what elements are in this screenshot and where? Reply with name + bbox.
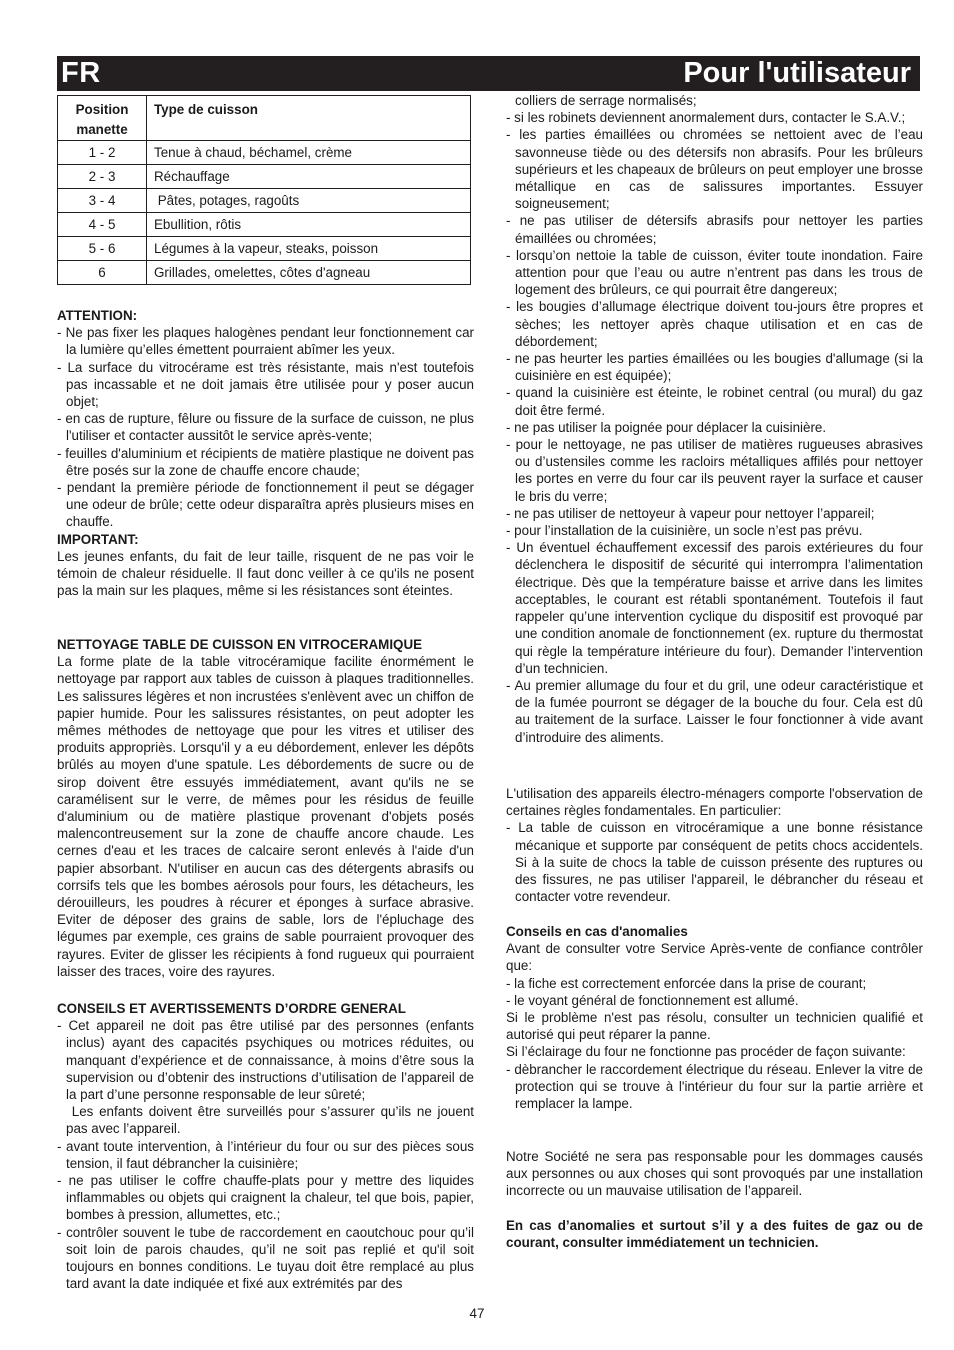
- final-warning: En cas d’anomalies et surtout s’il y a des fuites de gaz ou de courant, consulter immédiatement un technicien.: [506, 1218, 923, 1251]
- attention-item: - en cas de rupture, fêlure ou fissure de la surface de cuisson, ne plus l'utiliser et contacter aussitôt le service après-vente;: [57, 411, 474, 444]
- list-item: - si les robinets deviennent anormalement durs, contacter le S.A.V.;: [506, 110, 906, 126]
- nettoyage-section: [57, 636, 474, 980]
- page-number: 47: [469, 1306, 485, 1321]
- list-item: - pour le nettoyage, ne pas utiliser de matières rugueuses abrasives ou d’ustensiles comme les racloirs métalliques affilés pour nettoyer les portes en verre du four car ils peuvent rayer la surface et causer le bris du verre;: [506, 437, 923, 504]
- cell-position: 4 - 5: [58, 213, 147, 237]
- important-heading: IMPORTANT:: [57, 531, 139, 547]
- anomalies-text: Si l’éclairage du four ne fonctionne pas procéder de façon suivante:: [506, 1044, 906, 1060]
- utilisation-item: - La table de cuisson en vitrocéramique a une bonne résistance mécanique et supporte par conséquent de petits chocs accidentels. Si à la suite de chocs la table de cuisson présente des ruptures ou des fissures, ne pas utiliser l'appareil, le débrancher du réseau et contacter votre revendeur.: [506, 820, 923, 905]
- list-item: - pour l’installation de la cuisinière, un socle n’est pas prévu.: [506, 523, 863, 539]
- conseils-heading: CONSEILS ET AVERTISSEMENTS D’ORDRE GENERAL: [57, 1001, 406, 1016]
- anomalies-heading: Conseils en cas d'anomalies: [506, 924, 688, 939]
- attention-item: - feuilles d'aluminium et récipients de matière plastique ne doivent pas être posés sur la zone de chauffe encore chaude;: [57, 445, 474, 478]
- table-row: [58, 165, 471, 189]
- page-header: [57, 56, 920, 91]
- societe-text: Notre Société ne sera pas responsable pour les dommages causés aux personnes ou aux choses qui sont provoqués par une installation incorrecte ou un mauvaise utilisation de l’appareil.: [506, 1149, 923, 1199]
- list-item: - les parties émaillées ou chromées se nettoient avec de l’eau savonneuse tiède ou des détersifs non abrasifs. Pour les brûleurs supérieurs et les chapeaux de brûleurs on peut employer une brosse métallique en cas de salissures importantes. Essuyer soigneusement;: [506, 127, 923, 212]
- column-header-position: Position manette: [58, 96, 147, 141]
- cell-position: 2 - 3: [58, 165, 147, 189]
- anomalies-text: Avant de consulter votre Service Après-vente de confiance contrôler que:: [506, 941, 923, 974]
- page-title: Pour l'utilisateur: [683, 57, 911, 89]
- list-item: - ne pas utiliser de nettoyeur à vapeur pour nettoyer l’appareil;: [506, 505, 875, 521]
- cell-position: 3 - 4: [58, 189, 147, 213]
- list-item: - ne pas utiliser de détersifs abrasifs pour nettoyer les parties émaillées ou chromées;: [506, 213, 923, 246]
- conseils-section: [57, 1000, 478, 1292]
- list-item: - les bougies d’allumage électrique doivent tou-jours être propres et sèches; les nettoyer après chaque utilisation et en cas de débordement;: [506, 299, 923, 349]
- attention-item: - pendant la première période de fonctionnement il peut se dégager une odeur de brûle; cette odeur disparaîtra après plusieurs mises en chauffe.: [57, 480, 474, 530]
- table-row: [58, 189, 471, 213]
- table-row: [58, 261, 471, 285]
- list-item: - Au premier allumage du four et du gril, une odeur caractéristique et de la fumée pourront se dégager de la bouche du four. Cela est dû au traitement de la surface. Laisser le four fonctionner à vide avant d’introduire des aliments.: [506, 677, 923, 745]
- utilisation-text: L'utilisation des appareils électro-ménagers comporte l'observation de certaines règles fondamentales. En particulier:: [506, 786, 923, 819]
- anomalies-section: [506, 923, 923, 1112]
- cell-type: Pâtes, potages, ragoûts: [147, 189, 471, 213]
- conseils-item: - ne pas utiliser le coffre chauffe-plats pour y mettre des liquides inflammables ou objets qui craignent la chaleur, tel que bois, papier, bombes à pression, allumettes, etc.;: [57, 1173, 474, 1223]
- conseils-item: - contrôler souvent le tube de raccordement en caoutchouc pour qu’il soit loin de parois chaudes, qu’il ne soit pas replié et qu'il soit toujours en bonnes conditions. Le tuyau doit être remplacé au plus tard avant la date indiquée et fixé aux extrémités par des: [57, 1224, 474, 1292]
- cell-type: Tenue à chaud, béchamel, crème: [147, 141, 471, 165]
- list-item: - ne pas utiliser la poignée pour déplacer la cuisinière.: [506, 419, 827, 435]
- language-code: FR: [61, 57, 101, 89]
- cell-type: Ebullition, rôtis: [147, 213, 471, 237]
- cell-type: Réchauffage: [147, 165, 471, 189]
- table-header-row: [58, 96, 471, 141]
- nettoyage-heading: NETTOYAGE TABLE DE CUISSON EN VITROCERAMIQUE: [57, 637, 423, 652]
- final-warning-section: [506, 1217, 923, 1251]
- attention-section: [57, 307, 474, 599]
- conseils-item-continued: Les enfants doivent être surveillés pour s’assurer qu’ils ne jouent pas avec l’appareil.: [66, 1104, 478, 1137]
- list-item: - Un éventuel échauffement excessif des parois extérieures du four déclenchera le dispositif de sécurité qui interrompra l’alimentation électrique. Dès que la température baisse et arrive dans les limites acceptables, le courant est rétabli spontanément. Toutefois il faut rappeler qu’une intervention cyclique du dispositif est provoqué par une condition anomale de fonctionnement (ex. rupture du thermostat qui règle la température intérieure du four). Demander l’intervention d’un technicien.: [506, 540, 923, 676]
- societe-section: [506, 1148, 923, 1200]
- list-item: - ne pas heurter les parties émaillées ou les bougies d'allumage (si la cuisinière en est équipée);: [506, 351, 923, 384]
- column-header-type: Type de cuisson: [147, 96, 471, 141]
- nettoyage-text: La forme plate de la table vitrocéramique facilite énormément le nettoyage par rapport aux tables de cuisson à plaques traditionnelles. Les salissures légères et non incrustées s'enlèvent avec un chiffon de papier humide. Pour les salissures résistantes, on peut adopter les mêmes méthodes de nettoyage que pour les vitres et utiliser des produits appropriès. Lorsqu'il y a eu débordement, enlever les dépôts brûlés au moyen d'une spatule. Les débordements de sucre ou de sirop doivent être essuyés immédiatement, avant qu'ils ne se caramélisent sur le verre, de mêmes pour les résidus de feuille d'aluminium ou de matière plastique provenant d'objets posés malencontreusement sur la zone de chauffe ancore chaude. Les cernes d'eau et les traces de calcaire seront enlevés à l'aide d'un papier absorbant. N'utiliser en aucun cas des détergents abrasifs ou corrsifs tels que les bombes aérosols pour fours, les détacheurs, les dérouilleurs, les poudres à récurer et éponges à surface abrasive. Eviter de déposer des grains de sable, lors de l'épluchage des légumes par exemple, ces grains de sable pourraient provoquer des rayures. Eviter de glisser les récipients à fond rugueux qui pourraient laisser des traces, voire des rayures.: [57, 654, 474, 979]
- table-row: [58, 237, 471, 261]
- list-item-continued: colliers de serrage normalisés;: [515, 93, 697, 108]
- anomalies-item: - dèbrancher le raccordement électrique du réseau. Enlever la vitre de protection qui se trouve à l'intérieur du four sur la partie arrière et remplacer la lampe.: [506, 1061, 923, 1112]
- important-text: Les jeunes enfants, du fait de leur taille, risquent de ne pas voir le témoin de chaleur résiduelle. Il faut donc veiller à ce qu'ils ne posent pas la main sur les plaques, même si les résistances sont éteintes.: [57, 548, 474, 599]
- anomalies-text: Si le problème n'est pas résolu, consulter un technicien qualifié et autorisé qui peut réparer la panne.: [506, 1010, 923, 1043]
- conseils-item: - Cet appareil ne doit pas être utilisé par des personnes (enfants inclus) ayant des capacités psychiques ou motrices réduites, ou manquant d’expérience et de connaissance, à moins d’être sous la supervision ou d’obtenir des instructions d’utilisation de l’appareil de la part d’une personne responsable de leur sûreté;: [57, 1018, 474, 1103]
- cell-position: 6: [58, 261, 147, 285]
- cell-position: 1 - 2: [58, 141, 147, 165]
- right-list-section: [506, 92, 923, 746]
- attention-item: - Ne pas fixer les plaques halogènes pendant leur fonctionnement car la lumière qu’elles émettent pourraient abîmer les yeux.: [57, 325, 474, 358]
- cell-type: Légumes à la vapeur, steaks, poisson: [147, 237, 471, 261]
- list-item: - quand la cuisinière est éteinte, le robinet central (ou mural) du gaz doit être fermé.: [506, 385, 923, 418]
- list-item: - lorsqu’on nettoie la table de cuisson, éviter toute inondation. Faire attention pour que l’eau ou autre n’entrent pas dans les trous de logement des brûleurs, ce qui pourrait être dangereux;: [506, 247, 923, 298]
- utilisation-section: [506, 785, 923, 905]
- anomalies-item: - la fiche est correctement enforcée dans la prise de courant;: [506, 975, 867, 991]
- conseils-item: - avant toute intervention, à l’intérieur du four ou sur des pièces sous tension, il faut débrancher la cuisinière;: [57, 1138, 474, 1171]
- table-row: [58, 213, 471, 237]
- cell-type: Grillades, omelettes, côtes d'agneau: [147, 261, 471, 285]
- table-row: [58, 141, 471, 165]
- cooking-table: [57, 95, 471, 285]
- attention-heading: ATTENTION:: [57, 308, 138, 323]
- attention-item: - La surface du vitrocérame est très résistante, mais n'est toutefois pas incassable et ne doit jamais être utilisée pour y poser aucun objet;: [57, 359, 474, 410]
- cell-position: 5 - 6: [58, 237, 147, 261]
- anomalies-item: - le voyant général de fonctionnement est allumé.: [506, 992, 799, 1008]
